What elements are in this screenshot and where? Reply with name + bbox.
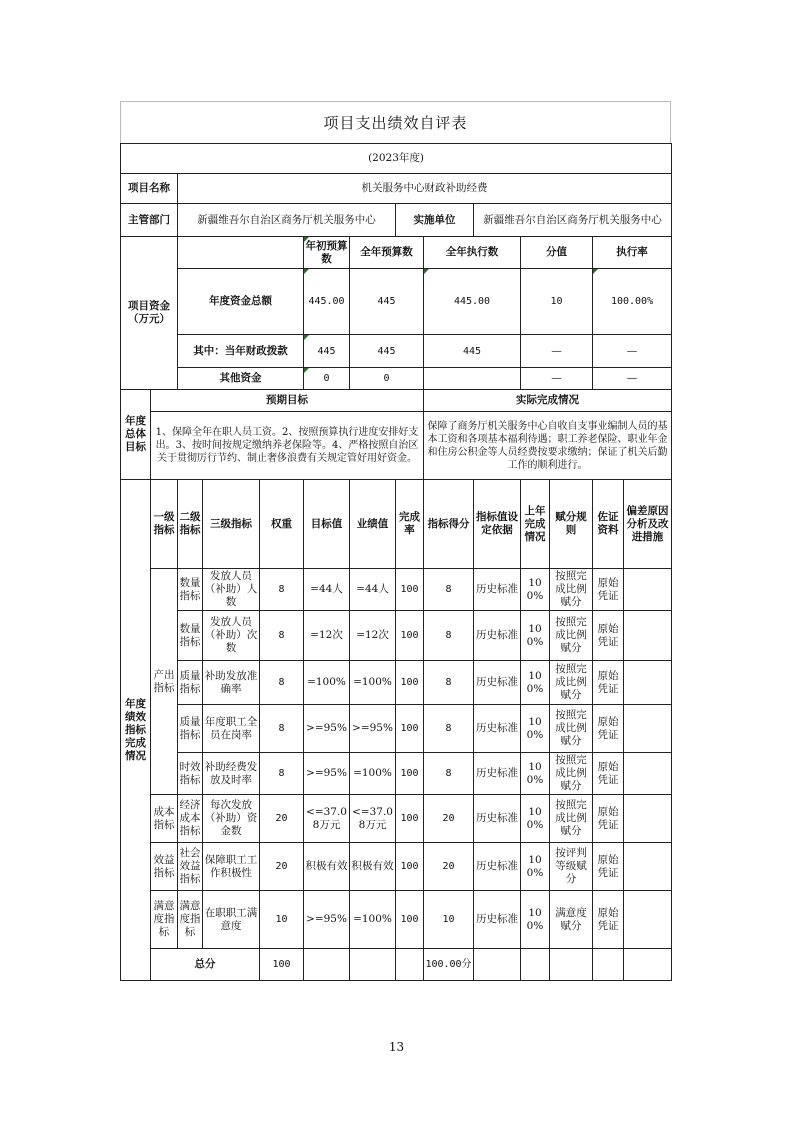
deviation-analysis (624, 843, 672, 891)
fund-score-value: 10 (521, 269, 593, 335)
actual-result-header: 实际完成情况 (424, 390, 672, 412)
target-value: <=37.08万元 (304, 795, 350, 843)
setting-basis: 历史标准 (474, 795, 521, 843)
completion-rate: 100 (396, 891, 424, 949)
target-value: >=95% (304, 891, 350, 949)
dept-value: 新疆维吾尔自治区商务厅机关服务中心 (178, 204, 396, 237)
indicator-row (121, 661, 672, 705)
total-score: 100.00分 (424, 949, 474, 981)
evidence-material: 原始凭证 (593, 753, 624, 795)
fund-initial-value: 0 (304, 368, 350, 390)
indicator-section-label: 年度绩效指标完成情况 (121, 480, 151, 981)
target-value: >=95% (304, 705, 350, 753)
setting-basis: 历史标准 (474, 753, 521, 795)
setting-basis: 历史标准 (474, 611, 521, 661)
level2-indicator: 数量指标 (178, 611, 203, 661)
previous-completion: 100% (521, 611, 550, 661)
indicator-score: 20 (424, 843, 474, 891)
weight-value: 8 (260, 661, 304, 705)
level2-indicator: 数量指标 (178, 569, 203, 611)
fund-annual-value: 445 (350, 335, 424, 368)
level2-indicator: 社会效益指标 (178, 843, 203, 891)
fund-score-value: — (521, 335, 593, 368)
level2-indicator: 经济成本指标 (178, 795, 203, 843)
evidence-material: 原始凭证 (593, 705, 624, 753)
page-number: 13 (388, 1040, 405, 1054)
level3-indicator: 每次发放（补助）资金数 (203, 795, 260, 843)
year-cell: (2023年度) (121, 144, 672, 174)
goal-header-row (121, 390, 672, 412)
evidence-material: 原始凭证 (593, 795, 624, 843)
completion-rate: 100 (396, 753, 424, 795)
level3-indicator: 补助发放准确率 (203, 661, 260, 705)
completion-rate: 100 (396, 795, 424, 843)
setting-basis: 历史标准 (474, 661, 521, 705)
fund-executed-value: 445.00 (424, 269, 521, 335)
fund-exec-rate: — (593, 335, 672, 368)
level3-indicator: 发放人员（补助）人数 (203, 569, 260, 611)
scoring-rule: 按照完成比例赋分 (550, 795, 593, 843)
expected-goal-text: 1、保障全年在职人员工资。2、按照预算执行进度安排好支出。3、按时间按规定缴纳养老保险等。4、严格按照自治区关于贯彻厉行节约、制止奢侈浪费有关规定管好用好资金。 (151, 412, 424, 480)
previous-completion: 100% (521, 795, 550, 843)
year-row (121, 144, 672, 174)
total-blank (521, 949, 550, 981)
impl-value: 新疆维吾尔自治区商务厅机关服务中心 (474, 204, 672, 237)
scoring-rule: 按照完成比例赋分 (550, 661, 593, 705)
header-level3: 三级指标 (203, 480, 260, 569)
weight-value: 8 (260, 611, 304, 661)
header-evidence: 佐证资料 (593, 480, 624, 569)
completion-rate: 100 (396, 843, 424, 891)
expected-goal-header: 预期目标 (151, 390, 424, 412)
total-blank (550, 949, 593, 981)
completion-rate: 100 (396, 569, 424, 611)
level2-indicator: 满意度指标 (178, 891, 203, 949)
indicator-row (121, 569, 672, 611)
setting-basis: 历史标准 (474, 843, 521, 891)
deviation-analysis (624, 705, 672, 753)
actual-result-text: 保障了商务厅机关服务中心自收自支事业编制人员的基本工资和各项基本福利待遇；职工养老保险、职业年金和住房公积金等人员经费按要求缴纳；保证了机关后勤工作的顺利进行。 (424, 412, 672, 480)
total-blank (474, 949, 521, 981)
weight-value: 8 (260, 705, 304, 753)
fund-header-exec-rate: 执行率 (593, 237, 672, 269)
level2-indicator: 时效指标 (178, 753, 203, 795)
dept-label: 主管部门 (121, 204, 178, 237)
evidence-material: 原始凭证 (593, 569, 624, 611)
scoring-rule: 按照完成比例赋分 (550, 611, 593, 661)
level3-indicator: 发放人员（补助）次数 (203, 611, 260, 661)
project-name-label: 项目名称 (121, 174, 178, 204)
fund-header-initial: 年初预算数 (304, 237, 350, 269)
target-value: >=95% (304, 753, 350, 795)
indicator-row (121, 611, 672, 661)
previous-completion: 100% (521, 569, 550, 611)
fund-initial-value: 445 (304, 335, 350, 368)
total-weight: 100 (260, 949, 304, 981)
target-value: =100% (304, 661, 350, 705)
weight-value: 8 (260, 753, 304, 795)
goal-section-label: 年度总体目标 (121, 390, 151, 480)
fund-header-executed: 全年执行数 (424, 237, 521, 269)
total-blank (396, 949, 424, 981)
header-scoring-rule: 赋分规则 (550, 480, 593, 569)
target-value: =12次 (304, 611, 350, 661)
fund-header-score-value: 分值 (521, 237, 593, 269)
previous-completion: 100% (521, 753, 550, 795)
deviation-analysis (624, 569, 672, 611)
fund-initial-value: 445.00 (304, 269, 350, 335)
indicator-row (121, 843, 672, 891)
target-value: 积极有效 (304, 843, 350, 891)
indicator-row (121, 705, 672, 753)
level1-satisfaction-label: 满意度指标 (151, 891, 178, 949)
deviation-analysis (624, 753, 672, 795)
weight-value: 20 (260, 795, 304, 843)
header-completion-rate: 完成率 (396, 480, 424, 569)
indicator-score: 8 (424, 611, 474, 661)
setting-basis: 历史标准 (474, 569, 521, 611)
scoring-rule: 按照完成比例赋分 (550, 753, 593, 795)
header-weight: 权重 (260, 480, 304, 569)
department-row (121, 204, 672, 237)
indicator-row (121, 891, 672, 949)
total-blank (350, 949, 396, 981)
fund-header-row (121, 237, 672, 269)
fund-row-label: 其他资金 (178, 368, 304, 390)
header-previous: 上年完成情况 (521, 480, 550, 569)
deviation-analysis (624, 661, 672, 705)
weight-value: 8 (260, 569, 304, 611)
level3-indicator: 年度职工全员在岗率 (203, 705, 260, 753)
total-blank (624, 949, 672, 981)
fund-section-label: 项目资金（万元） (121, 237, 178, 390)
fund-row-fiscal (121, 335, 672, 368)
scoring-rule: 按照完成比例赋分 (550, 569, 593, 611)
scoring-rule: 按评判等级赋分 (550, 843, 593, 891)
actual-value: 积极有效 (350, 843, 396, 891)
fund-score-value: — (521, 368, 593, 390)
fund-row-label: 其中：当年财政拨款 (178, 335, 304, 368)
fund-row-total (121, 269, 672, 335)
indicator-row (121, 753, 672, 795)
actual-value: =100% (350, 753, 396, 795)
total-label: 总分 (151, 949, 260, 981)
header-basis: 指标值设定依据 (474, 480, 521, 569)
level3-indicator: 保障职工工作积极性 (203, 843, 260, 891)
fund-exec-rate: — (593, 368, 672, 390)
total-blank (304, 949, 350, 981)
header-indicator-score: 指标得分 (424, 480, 474, 569)
setting-basis: 历史标准 (474, 891, 521, 949)
level1-benefit-label: 效益指标 (151, 843, 178, 891)
fund-annual-value: 445 (350, 269, 424, 335)
actual-value: >=95% (350, 705, 396, 753)
fund-header-annual: 全年预算数 (350, 237, 424, 269)
completion-rate: 100 (396, 611, 424, 661)
header-level1: 一级指标 (151, 480, 178, 569)
fund-row-label: 年度资金总额 (178, 269, 304, 335)
previous-completion: 100% (521, 661, 550, 705)
level1-cost-label: 成本指标 (151, 795, 178, 843)
deviation-analysis (624, 795, 672, 843)
weight-value: 20 (260, 843, 304, 891)
indicator-score: 10 (424, 891, 474, 949)
total-row (121, 949, 672, 981)
goal-content-row (121, 412, 672, 480)
actual-value: =100% (350, 661, 396, 705)
form-title: 项目支出绩效自评表 (120, 101, 671, 143)
fund-header-blank (178, 237, 304, 269)
scoring-rule: 按照完成比例赋分 (550, 705, 593, 753)
header-level2: 二级指标 (178, 480, 203, 569)
previous-completion: 100% (521, 843, 550, 891)
fund-executed-value: 445 (424, 335, 521, 368)
project-name-value: 机关服务中心财政补助经费 (178, 174, 672, 204)
fund-exec-rate: 100.00% (593, 269, 672, 335)
setting-basis: 历史标准 (474, 705, 521, 753)
completion-rate: 100 (396, 705, 424, 753)
completion-rate: 100 (396, 661, 424, 705)
self-evaluation-table (120, 143, 672, 981)
actual-value: <=37.08万元 (350, 795, 396, 843)
actual-value: =100% (350, 891, 396, 949)
indicator-row (121, 795, 672, 843)
total-blank (593, 949, 624, 981)
deviation-analysis (624, 891, 672, 949)
impl-label: 实施单位 (396, 204, 474, 237)
deviation-analysis (624, 611, 672, 661)
project-name-row (121, 174, 672, 204)
fund-row-other (121, 368, 672, 390)
indicator-header-row (121, 480, 672, 569)
level3-indicator: 补助经费发放及时率 (203, 753, 260, 795)
evidence-material: 原始凭证 (593, 891, 624, 949)
actual-value: =12次 (350, 611, 396, 661)
indicator-score: 20 (424, 795, 474, 843)
indicator-score: 8 (424, 569, 474, 611)
evidence-material: 原始凭证 (593, 661, 624, 705)
fund-annual-value: 0 (350, 368, 424, 390)
header-deviation: 偏差原因分析及改进措施 (624, 480, 672, 569)
evidence-material: 原始凭证 (593, 611, 624, 661)
level1-output-label: 产出指标 (151, 569, 178, 795)
evidence-material: 原始凭证 (593, 843, 624, 891)
target-value: =44人 (304, 569, 350, 611)
previous-completion: 100% (521, 891, 550, 949)
indicator-score: 8 (424, 753, 474, 795)
fund-executed-value (424, 368, 521, 390)
header-target: 目标值 (304, 480, 350, 569)
weight-value: 10 (260, 891, 304, 949)
indicator-score: 8 (424, 661, 474, 705)
level2-indicator: 质量指标 (178, 705, 203, 753)
scoring-rule: 满意度赋分 (550, 891, 593, 949)
level3-indicator: 在职职工满意度 (203, 891, 260, 949)
indicator-score: 8 (424, 705, 474, 753)
actual-value: =44人 (350, 569, 396, 611)
header-actual: 业绩值 (350, 480, 396, 569)
level2-indicator: 质量指标 (178, 661, 203, 705)
previous-completion: 100% (521, 705, 550, 753)
